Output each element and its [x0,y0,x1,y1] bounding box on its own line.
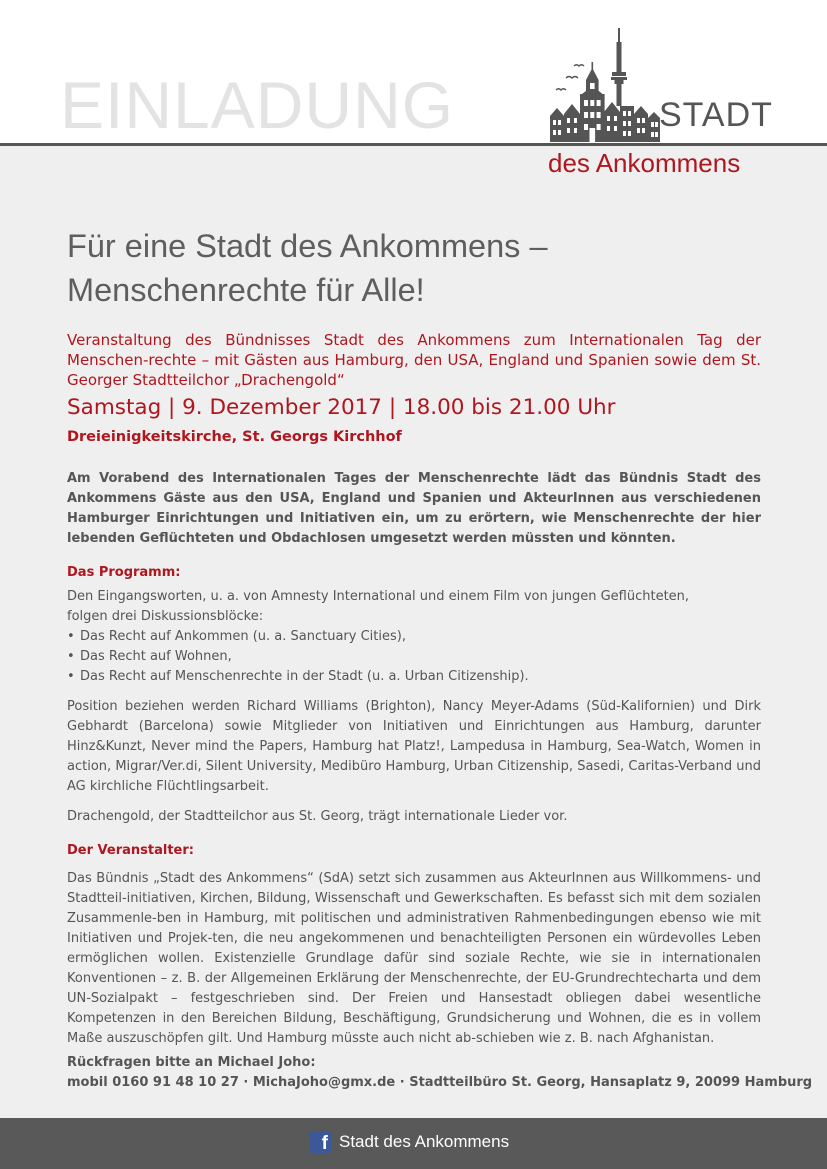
event-intro: Veranstaltung des Bündnisses Stadt des Ankommens zum Internationalen Tag der Menschen-rechte – mit Gästen aus Hamburg, den USA, England und Spanien sowie dem St. Georger Stadtteilchor „Drachengold“ [67,331,761,389]
program-list-item: • Das Recht auf Ankommen (u. a. Sanctuary Cities), [67,627,761,647]
lead-paragraph: Am Vorabend des Internationalen Tages der Menschenrechte lädt das Bündnis Stadt des Ankommens Gäste aus den USA, England und Spanien und AkteurInnen aus verschiedenen Hamburger Einrichtungen und Initiativen ein, um zu erörtern, wie Menschenrechte der hier lebenden Geflüchteten und Obdachlosen umgesetzt werden müssten und könnten. [67,471,761,546]
body-text [67,469,813,1093]
organizer-paragraph: Das Bündnis „Stadt des Ankommens“ (SdA) setzt sich zusammen aus AkteurInnen aus Willkommens- und Stadtteil-initiativen, Kirchen, Bildung, Wissenschaft und Gewerkschaften. Es befasst sich mit dem sozialen Zusammenle-ben in Hamburg, mit politischen und administrativen Rahmenbedingungen ebenso wie mit Initiativen und Projek-ten, die neu angekommenen und benachteiligten Personen ein würdevolles Leben ermöglichen wollen. Existenzielle Grundlage dafür sind soziale Rechte, wie sie in internationalen Konventionen – z. B. der Allgemeinen Erklärung der Menschenrechte, der EU-Grundrechtecharta und dem UN-Sozialpakt – festgeschrieben sind. Der Freien und Hansestadt obliegen dabei wesentliche Kompetenzen in den Bereichen Bildung, Beschäftigung, Grundsicherung und Wohnen, die es in vollem Maße auszuschöpfen gilt. Und Hamburg müsste auch nicht ab-schieben wie z. B. nach Afghanistan. [67,871,761,1046]
contact-line-1: Rückfragen bitte an Michael Joho: [67,1055,316,1070]
program-heading: Das Programm: [67,565,181,580]
program-list-item: • Das Recht auf Menschenrechte in der Stadt (u. a. Urban Citizenship). [67,667,761,687]
facebook-icon[interactable]: f [309,1131,331,1153]
program-list-item: • Das Recht auf Wohnen, [67,647,761,667]
logo-wordmark-stadt: STADT [659,96,773,134]
event-location: Dreieinigkeitskirche, St. Georgs Kirchhof [67,429,402,445]
event-datetime: Samstag | 9. Dezember 2017 | 18.00 bis 21.00 Uhr [67,395,616,420]
header-band [0,0,827,146]
facebook-page-link[interactable]: Stadt des Ankommens [339,1132,510,1151]
choir-paragraph: Drachengold, der Stadtteilchor aus St. Georg, trägt internationale Lieder vor. [67,809,568,824]
page-headline [67,224,761,312]
program-intro-line-1: Den Eingangsworten, u. a. von Amnesty International und einem Film von jungen Geflüchteten, [67,589,690,604]
footer-bar [0,1118,827,1169]
headline-line-1: Für eine Stadt des Ankommens – [67,228,548,264]
contact-line-2: mobil 0160 91 48 10 27 · MichaJoho@gmx.de · Stadtteilbüro St. Georg, Hansaplatz 9, 20099 Hamburg [67,1075,813,1090]
logo-wordmark-des-ankommens: des Ankommens [548,148,741,178]
invitation-title: EINLADUNG [60,68,455,142]
organizer-heading: Der Veranstalter: [67,843,194,858]
headline-line-2: Menschenrechte für Alle! [67,272,425,308]
program-intro-line-2: folgen drei Diskussionsblöcke: [67,609,264,624]
panel-paragraph: Position beziehen werden Richard Williams (Brighton), Nancy Meyer-Adams (Süd-Kalifornien) und Dirk Gebhardt (Barcelona) sowie Mitglieder von Initiativen und Einrichtungen aus Hamburg, darunter Hinz&Kunzt, Never mind the Papers, Hamburg hat Platz!, Lampedusa in Hamburg, Sea-Watch, Women in action, Migrar/Ver.di, Silent University, Medibüro Hamburg, Urban Citizenship, Sasedi, Caritas-Verband und AG kirchliche Flüchtlingsarbeit. [67,699,761,794]
program-list [67,627,761,687]
city-skyline-icon [548,28,660,142]
